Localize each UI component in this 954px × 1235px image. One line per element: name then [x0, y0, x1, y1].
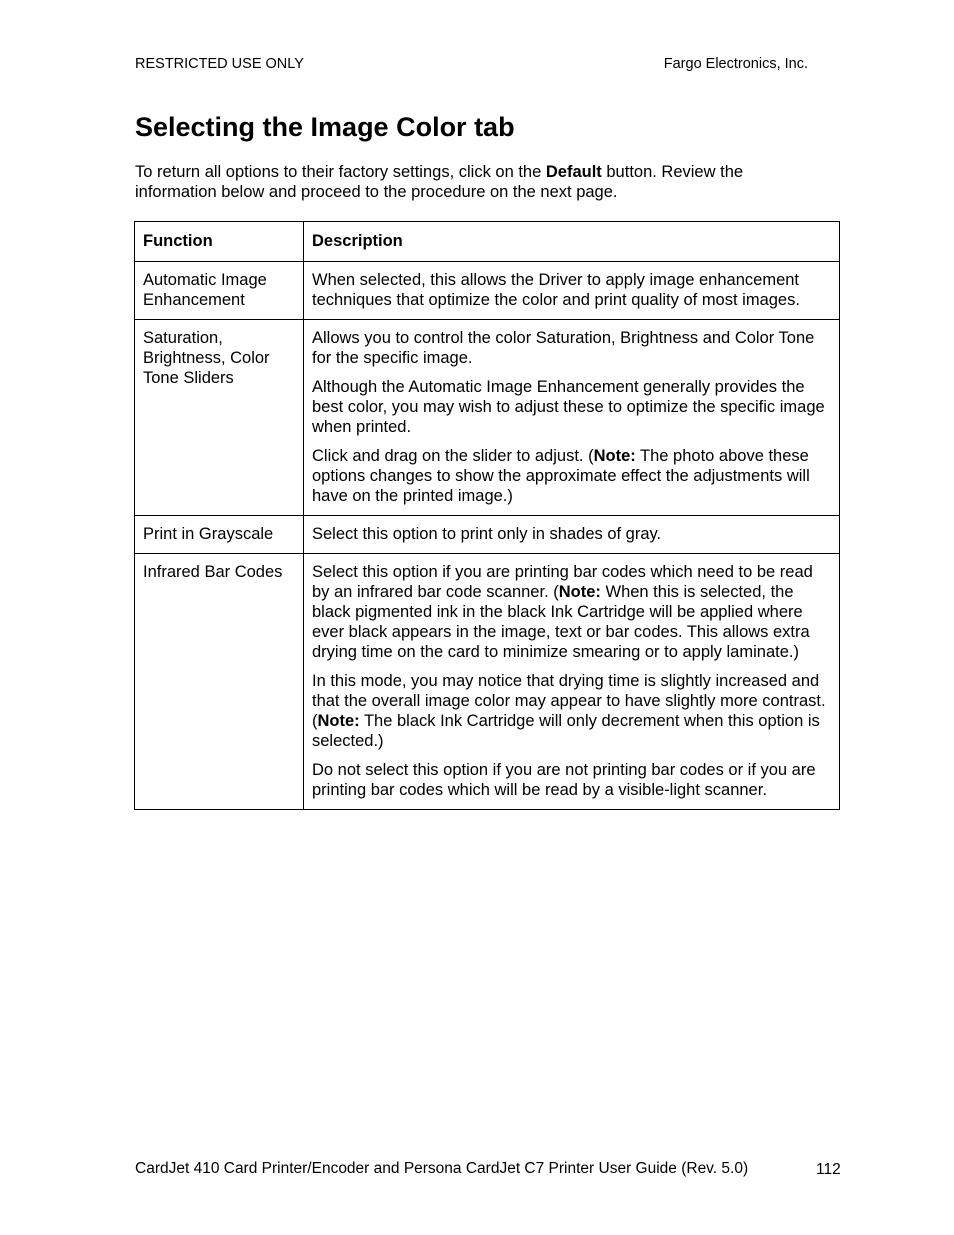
function-cell: Infrared Bar Codes — [135, 554, 304, 810]
table-header-row — [135, 222, 840, 262]
description-cell — [304, 262, 840, 320]
note-label: Note: — [558, 583, 601, 601]
note-label: Note: — [317, 712, 360, 730]
description-paragraph: Allows you to control the color Saturation, Brightness and Color Tone for the specific image. — [312, 329, 815, 367]
intro-text-before: To return all options to their factory settings, click on the — [135, 163, 546, 181]
column-header-description: Description — [304, 222, 840, 262]
description-paragraph: When selected, this allows the Driver to apply image enhancement techniques that optimize the color and print quality of most images. — [312, 271, 800, 309]
column-header-function: Function — [135, 222, 304, 262]
function-table — [134, 221, 840, 810]
paragraph-text: The black Ink Cartridge will only decrement when this option is selected.) — [312, 712, 820, 750]
table-row — [135, 262, 840, 320]
description-paragraph: Do not select this option if you are not printing bar codes or if you are printing bar codes which will be read by a visible-light scanner. — [312, 761, 816, 799]
description-cell — [304, 320, 840, 516]
note-label: Note: — [593, 447, 636, 465]
intro-text-after: button. Review the information below and proceed to the procedure on the next page. — [135, 163, 744, 201]
paragraph-text: When this is selected, the black pigmented ink in the black Ink Cartridge will be applied where ever black appears in the image, text or bar codes. This allows extra drying time on the card to minimize smearing or to apply laminate.) — [312, 583, 810, 661]
paragraph-text: Select this option if you are printing bar codes which need to be read by an infrared bar code scanner. ( — [312, 563, 813, 601]
page-number: 112 — [816, 1161, 841, 1178]
description-paragraph — [312, 562, 831, 662]
description-paragraph: Although the Automatic Image Enhancement generally provides the best color, you may wish to adjust these to optimize the specific image when printed. — [312, 378, 825, 436]
table-row — [135, 554, 840, 810]
description-cell — [304, 516, 840, 554]
description-cell — [304, 554, 840, 810]
function-cell: Print in Grayscale — [135, 516, 304, 554]
function-cell: Saturation, Brightness, Color Tone Sliders — [135, 320, 304, 516]
table-row — [135, 320, 840, 516]
page-title: Selecting the Image Color tab — [135, 112, 515, 142]
intro-paragraph — [135, 162, 825, 202]
table-row — [135, 516, 840, 554]
description-paragraph — [312, 446, 831, 506]
header-left: RESTRICTED USE ONLY — [135, 56, 304, 72]
header-right: Fargo Electronics, Inc. — [663, 56, 808, 72]
footer-text: CardJet 410 Card Printer/Encoder and Persona CardJet C7 Printer User Guide (Rev. 5.0) — [135, 1160, 749, 1177]
description-paragraph — [312, 671, 831, 751]
paragraph-text: Click and drag on the slider to adjust. ( — [312, 447, 594, 465]
intro-text-bold: Default — [545, 163, 602, 181]
paragraph-text: The photo above these options changes to show the approximate effect the adjustments will have on the printed image.) — [312, 447, 810, 505]
description-paragraph: Select this option to print only in shades of gray. — [312, 525, 662, 543]
paragraph-text: In this mode, you may notice that drying time is slightly increased and that the overall image color may appear to have slightly more contrast. ( — [312, 672, 826, 730]
function-cell: Automatic Image Enhancement — [135, 262, 304, 320]
